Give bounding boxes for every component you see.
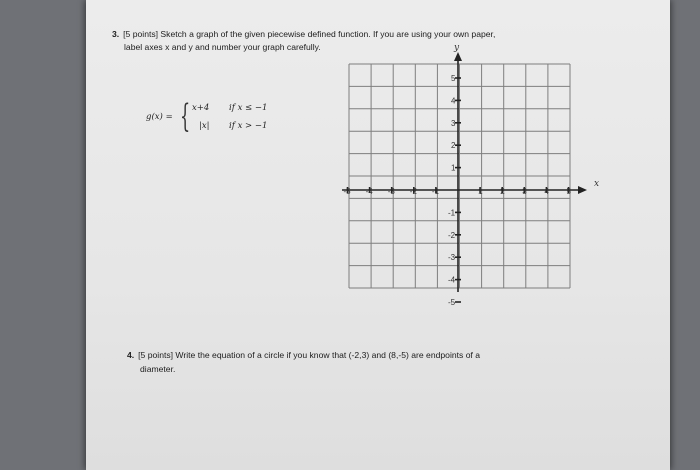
grid-lines bbox=[349, 64, 570, 288]
case-2-expression: |x| bbox=[199, 121, 210, 131]
y-tick-label: -4 bbox=[448, 275, 456, 285]
x-tick-label: -4 bbox=[365, 187, 373, 196]
question-3-number: 3. bbox=[112, 29, 120, 39]
case-1-expression: x+4 bbox=[192, 103, 210, 113]
y-axis-arrow-icon bbox=[454, 52, 462, 61]
y-tick-label: -3 bbox=[448, 253, 456, 263]
question-4-line-2: diameter. bbox=[140, 364, 176, 374]
x-tick-label: -1 bbox=[431, 187, 440, 196]
y-tick-label: -5 bbox=[448, 298, 456, 307]
y-tick-label: -1 bbox=[448, 208, 456, 218]
case-1-condition: if x ≤ −1 bbox=[229, 103, 268, 113]
x-tick-label: 4 bbox=[544, 187, 549, 196]
question-4-line-1: [5 points] Write the equation of a circle if you know that (-2,3) and (8,-5) are endpoints of a bbox=[138, 350, 481, 360]
case-2-condition: if x > −1 bbox=[229, 121, 268, 131]
question-3-line-2: label axes x and y and number your graph carefully. bbox=[124, 42, 321, 52]
question-4-text bbox=[127, 349, 480, 361]
x-tick-label: -3 bbox=[387, 187, 395, 196]
question-3-line-1: [5 points] Sketch a graph of the given piecewise defined function. If you are using your own paper, bbox=[123, 29, 496, 39]
function-name: g(x) = bbox=[146, 112, 173, 122]
x-tick-label: -5 bbox=[343, 187, 351, 196]
y-tick-label: 3 bbox=[451, 118, 456, 128]
x-tick-label: -2 bbox=[409, 187, 417, 196]
y-axis-label: y bbox=[454, 43, 460, 53]
axes bbox=[342, 52, 587, 302]
y-tick-label: 5 bbox=[451, 74, 456, 83]
y-tick-label: 2 bbox=[451, 141, 456, 151]
x-tick-label: 3 bbox=[522, 187, 527, 196]
left-brace: { bbox=[180, 97, 191, 135]
x-tick-label: 5 bbox=[566, 187, 571, 196]
y-tick-label: 1 bbox=[451, 163, 456, 173]
x-tick-label: 2 bbox=[500, 187, 505, 196]
question-4-number: 4. bbox=[127, 350, 135, 360]
y-tick-label: -2 bbox=[448, 230, 456, 240]
y-tick-label: 4 bbox=[451, 96, 456, 106]
x-tick-label: 1 bbox=[478, 187, 483, 196]
x-axis-arrow-icon bbox=[578, 186, 587, 194]
x-axis-label: x bbox=[594, 179, 600, 189]
